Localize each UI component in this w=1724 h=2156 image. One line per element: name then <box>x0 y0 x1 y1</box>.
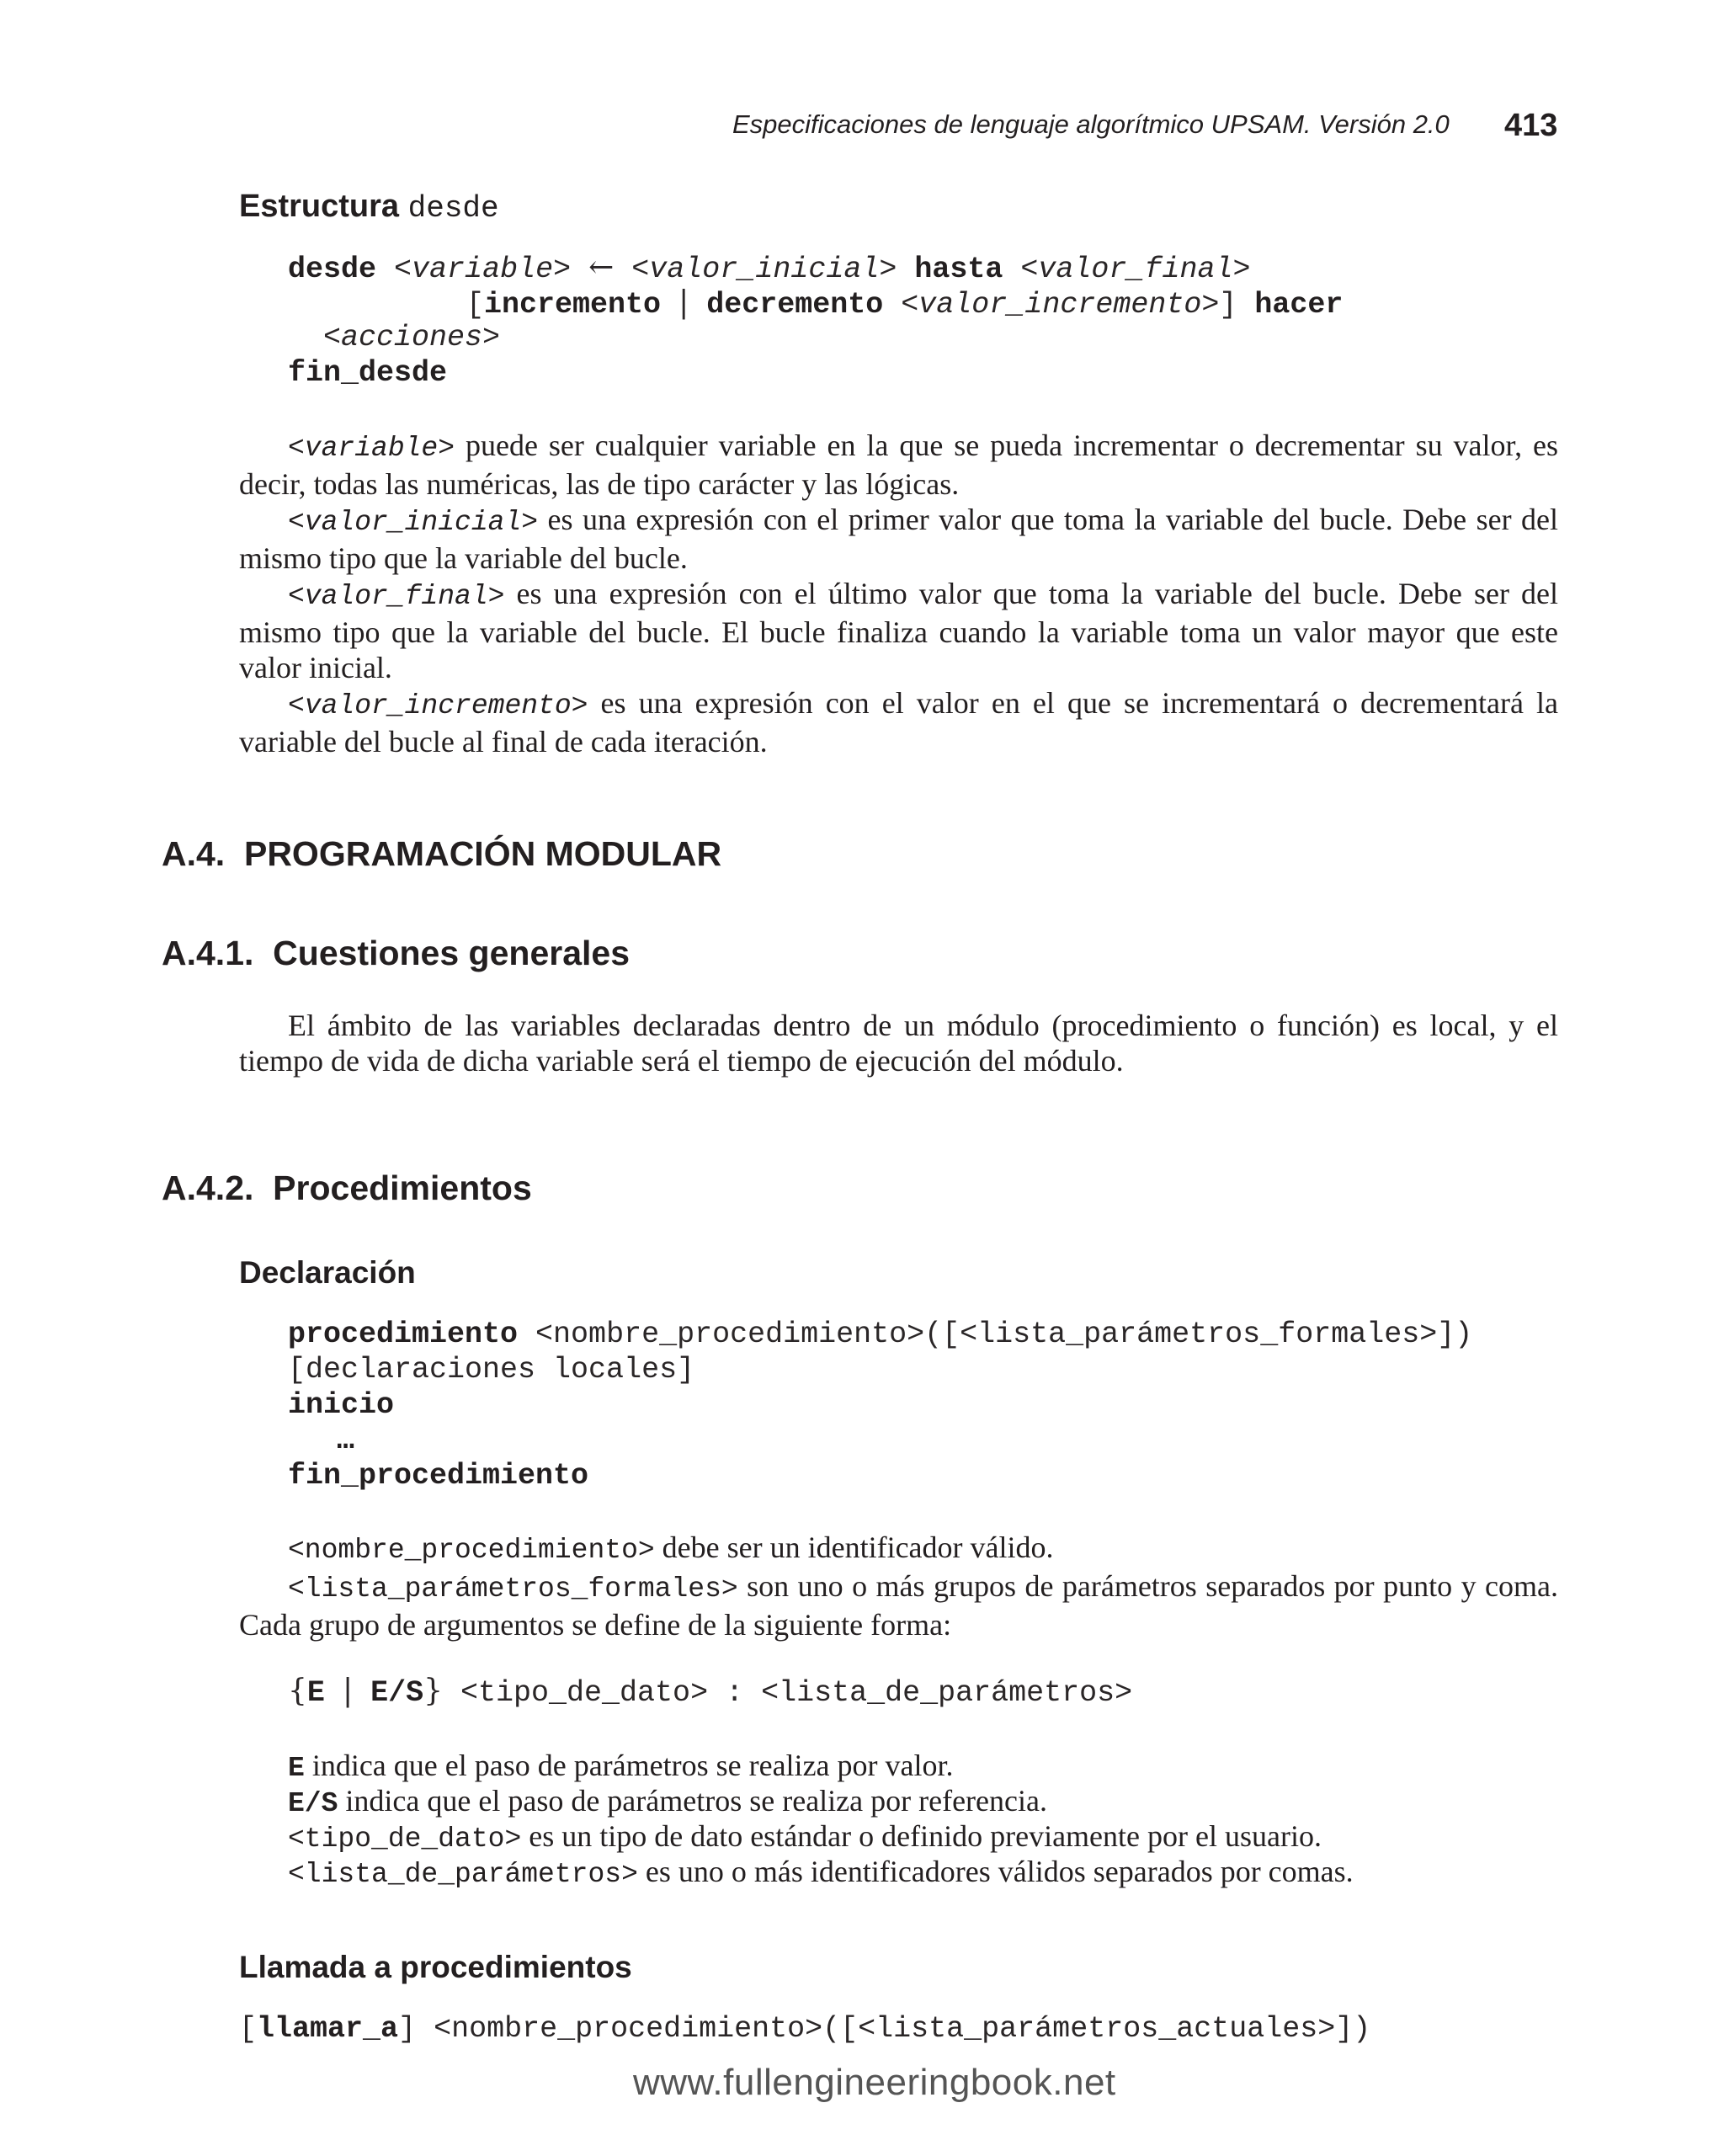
desde-description <box>239 428 1558 759</box>
proc-syntax-line-2 <box>288 1353 694 1387</box>
desc-valor-final: <valor_final> es una expresión con el último valor que toma la variable del bucle. Debe ser del mismo tipo que la variable del bucle. El bucle finaliza cuando la variable toma un valor mayor que este valor inicial. <box>239 577 1558 684</box>
keyword-fin-desde: fin_desde <box>288 356 448 390</box>
brace-close: } <box>423 1674 444 1708</box>
declaracion-heading: Declaración <box>239 1255 416 1290</box>
proc-description <box>239 1530 1558 1642</box>
assign-arrow: ← <box>588 250 615 285</box>
section-heading-a4: A.4. PROGRAMACIÓN MODULAR <box>162 834 722 873</box>
placeholder-valor-inicial: <valor_inicial> <box>631 253 897 286</box>
a41-paragraph <box>239 1008 1558 1078</box>
proc-syntax-line-1 <box>288 1318 1472 1351</box>
brace-open: { <box>288 1674 307 1708</box>
proc-syntax-line-4 <box>337 1424 354 1457</box>
desc-valor-incremento: <valor_incremento> es una expresión con el valor en el que se incrementará o decrementará la variable del bucle al final de cada iteración. <box>239 686 1558 759</box>
desde-syntax-line-3 <box>323 321 500 354</box>
param-group-rest: <tipo_de_dato> : <lista_de_parámetros> <box>443 1676 1133 1710</box>
placeholder-acciones: <acciones> <box>323 321 501 354</box>
keyword-e: E <box>306 1676 325 1710</box>
note-e: E indica que el paso de parámetros se realiza por valor. <box>288 1749 954 1784</box>
alternative-bar: | <box>342 1674 354 1708</box>
keyword-hasta: hasta <box>914 253 1003 286</box>
proc-syntax-line-3 <box>288 1388 394 1422</box>
placeholder-variable: <variable> <box>394 253 572 286</box>
keyword-inicio: inicio <box>288 1388 395 1422</box>
note-tipo-de-dato: <tipo_de_dato> es un tipo de dato estándar o definido previamente por el usuario. <box>288 1819 1322 1855</box>
keyword-llamar-a: llamar_a <box>257 2012 399 2046</box>
footer-url: www.fullengineeringbook.net <box>633 2062 1116 2103</box>
desc-nombre-procedimiento: <nombre_procedimiento> debe ser un identificador válido. <box>288 1530 1054 1566</box>
heading-word: Estructura <box>239 189 400 224</box>
proc-signature: <nombre_procedimiento>([<lista_parámetros_formales>]) <box>518 1318 1473 1351</box>
desde-syntax-line-1 <box>288 250 1250 286</box>
a41-text: El ámbito de las variables declaradas dentro de un módulo (procedimiento o función) es local, y el tiempo de vida de dicha variable será el tiempo de ejecución del módulo. <box>239 1009 1558 1078</box>
keyword-decremento: decremento <box>706 288 884 322</box>
bracket-open: [ <box>466 288 485 322</box>
desc-valor-inicial: <valor_inicial> es una expresión con el primer valor que toma la variable del bucle. Debe ser del mismo tipo que la variable del bucle. <box>239 503 1558 575</box>
call-signature: <nombre_procedimiento>([<lista_parámetros_actuales>]) <box>416 2012 1371 2046</box>
ellipsis: … <box>337 1424 355 1457</box>
section-heading-a41: A.4.1. Cuestiones generales <box>162 934 631 972</box>
alternative-bar: | <box>678 285 689 320</box>
section-heading-a42: A.4.2. Procedimientos <box>162 1168 532 1207</box>
param-group-syntax <box>288 1674 1132 1710</box>
heading-code: desde <box>407 191 499 226</box>
desc-lista-parametros: <lista_parámetros_formales> son uno o más grupos de parámetros separados por punto y coma. Cada grupo de argumentos se define de la siguiente forma: <box>239 1569 1558 1642</box>
running-header-title: Especificaciones de lenguaje algorítmico UPSAM. Versión 2.0 <box>732 109 1450 139</box>
placeholder-valor-final: <valor_final> <box>1020 253 1251 286</box>
proc-syntax-line-5 <box>288 1459 588 1493</box>
note-lista-de-parametros: <lista_de_parámetros> es uno o más identificadores válidos separados por comas. <box>288 1855 1354 1890</box>
keyword-incremento: incremento <box>484 288 662 322</box>
placeholder-valor-incremento: <valor_incremento> <box>901 288 1220 322</box>
keyword-hacer: hacer <box>1254 288 1344 322</box>
desde-syntax-line-2 <box>466 285 1343 322</box>
declaraciones-locales: [declaraciones locales] <box>288 1353 695 1387</box>
bracket-close: ] <box>1219 288 1237 322</box>
call-syntax: [llamar_a] <nombre_procedimiento>([<lista_parámetros_actuales>]) <box>239 2012 1371 2046</box>
desc-variable: <variable> puede ser cualquier variable en la que se pueda incrementar o decrementar su valor, es decir, todas las numéricas, las de tipo carácter y las lógicas. <box>239 429 1558 501</box>
llamada-heading: Llamada a procedimientos <box>239 1950 632 1984</box>
keyword-procedimiento: procedimiento <box>288 1318 519 1351</box>
estructura-desde-heading <box>239 189 499 226</box>
keyword-desde: desde <box>288 253 377 286</box>
note-es: E/S indica que el paso de parámetros se realiza por referencia. <box>288 1784 1047 1819</box>
keyword-es: E/S <box>370 1676 424 1710</box>
page-number: 413 <box>1504 108 1558 143</box>
desde-syntax-line-4 <box>288 356 447 390</box>
keyword-fin-procedimiento: fin_procedimiento <box>288 1459 589 1493</box>
